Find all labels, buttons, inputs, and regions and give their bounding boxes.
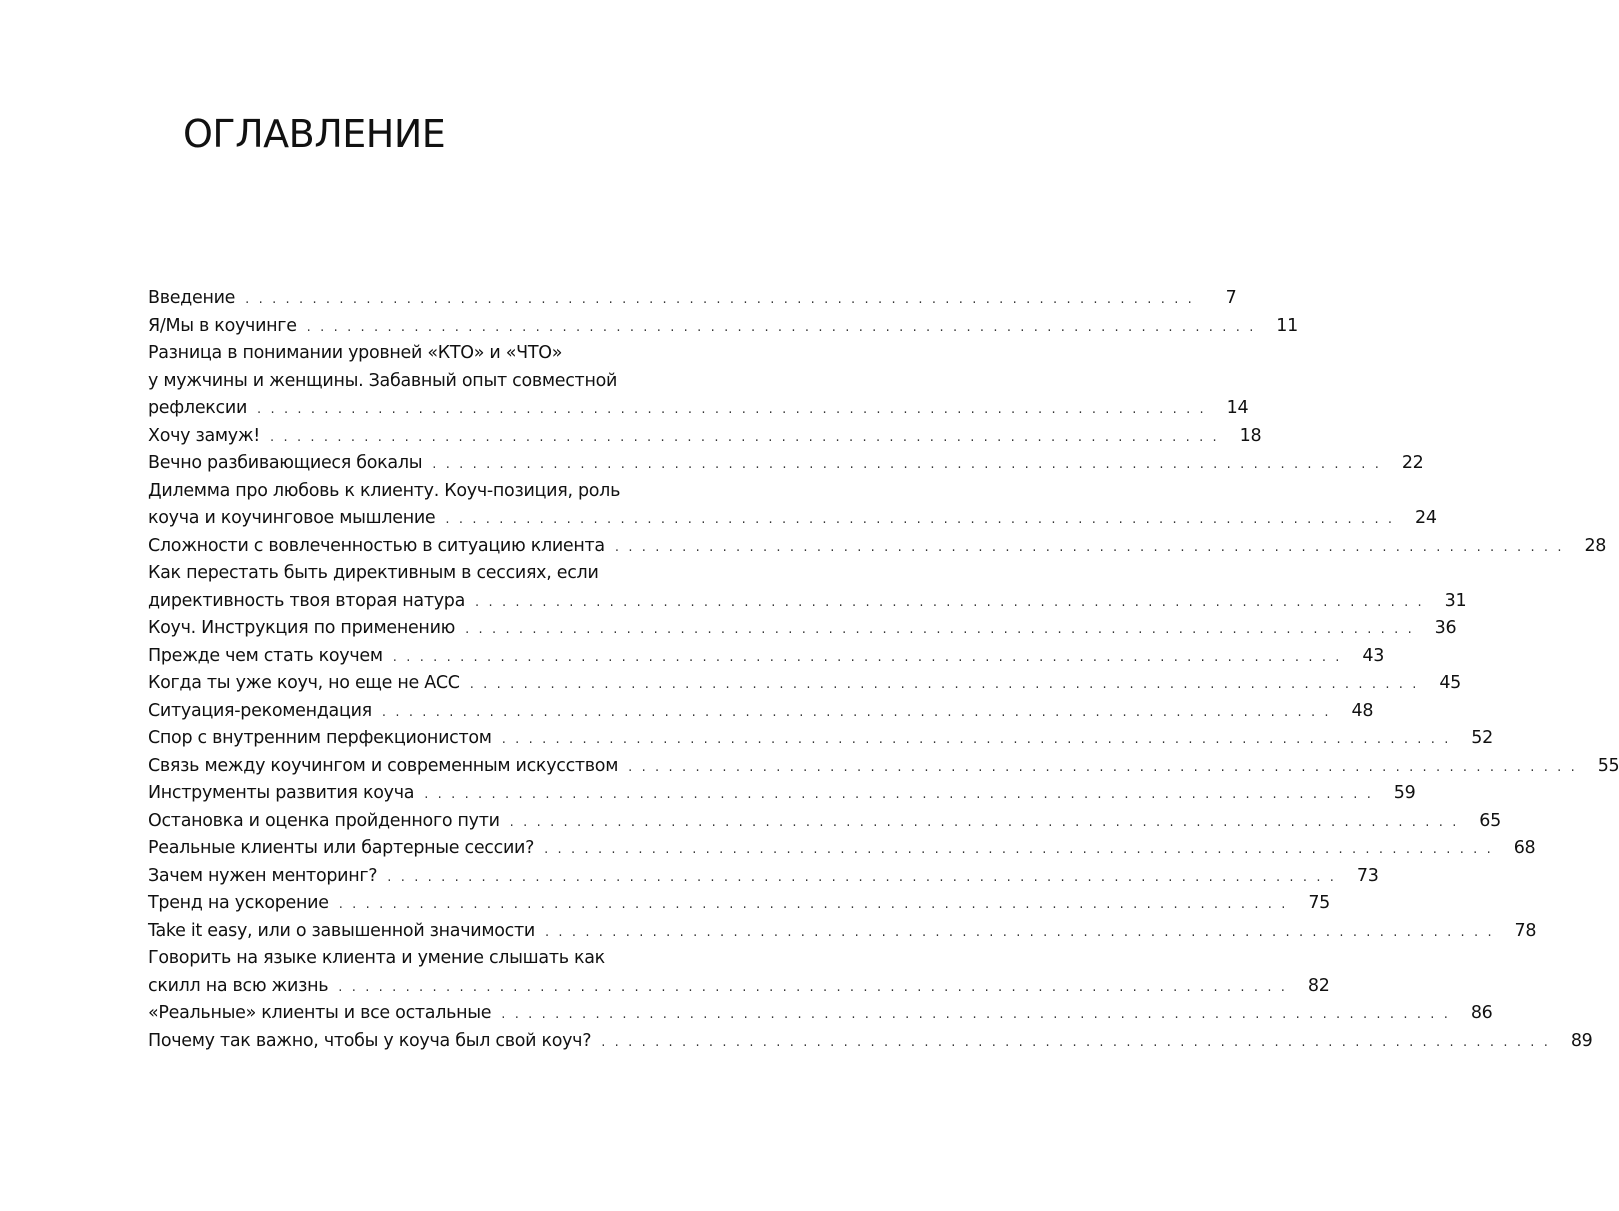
toc-page-number: 59: [1393, 783, 1416, 803]
toc-entry-title-line: Как перестать быть директивным в сессиях, если: [148, 563, 599, 583]
toc-entry-title: Прежде чем стать коучем: [148, 645, 383, 666]
toc-entry: [148, 478, 1437, 533]
toc-page-number: 18: [1239, 425, 1262, 446]
toc-entry-title: Хочу замуж!: [148, 425, 261, 446]
toc-entry-row: [148, 698, 1374, 726]
dot-leader: . . . . . . . . . . . . . . . . . . . . . . . . . . . . . . . . . . . . . . . . . . . . . . . . . . . . . . . . . . . . . . . . . . . . . . .: [270, 429, 1220, 445]
toc-entry-row: [148, 285, 1237, 313]
toc-entry-row: [148, 753, 1619, 781]
toc-entry: [148, 835, 1536, 863]
dot-leader: . . . . . . . . . . . . . . . . . . . . . . . . . . . . . . . . . . . . . . . . . . . . . . . . . . . . . . . . . . . . . . . . . . . . . . .: [306, 319, 1256, 335]
toc-entry-title-line: у мужчины и женщины. Забавный опыт совместной: [148, 370, 618, 391]
dot-leader: . . . . . . . . . . . . . . . . . . . . . . . . . . . . . . . . . . . . . . . . . . . . . . . . . . . . . . . . . . . . . . . . . . . . . . .: [387, 869, 1337, 885]
toc-entry-title-line: Говорить на языке клиента и умение слышать как: [148, 948, 605, 968]
toc-page-number: 55: [1597, 755, 1619, 776]
toc-entry-row: [148, 808, 1501, 836]
toc-entry-title: Связь между коучингом и современным искусством: [148, 755, 619, 776]
dot-leader: . . . . . . . . . . . . . . . . . . . . . . . . . . . . . . . . . . . . . . . . . . . . . . . . . . . . . . . . . . . . . . . . . . . . . . .: [614, 539, 1565, 555]
toc-entry-row: [148, 643, 1385, 671]
toc-entry: [148, 533, 1607, 561]
toc-entry: [148, 918, 1537, 946]
toc-entry-row: [148, 863, 1379, 891]
toc-page-number: 7: [1225, 288, 1237, 308]
toc-page-number: 48: [1351, 700, 1374, 721]
table-of-contents: [148, 285, 1619, 1055]
toc-entry-title: директивность твоя вторая натура: [148, 590, 466, 611]
toc-entry-title: Вечно разбивающиеся бокалы: [148, 453, 423, 473]
dot-leader: . . . . . . . . . . . . . . . . . . . . . . . . . . . . . . . . . . . . . . . . . . . . . . . . . . . . . . . . . . . . . . . . . . . . . . .: [432, 457, 1382, 472]
dot-leader: . . . . . . . . . . . . . . . . . . . . . . . . . . . . . . . . . . . . . . . . . . . . . . . . . . . . . . . . . . . . . . . . . . . . . . .: [392, 649, 1343, 665]
toc-page-number: 52: [1471, 728, 1493, 748]
toc-page-number: 45: [1439, 673, 1461, 693]
dot-leader: . . . . . . . . . . . . . . . . . . . . . . . . . . . . . . . . . . . . . . . . . . . . . . . . . . . . . . . . . . . . . . . . . . . . . . .: [245, 292, 1195, 307]
toc-page-number: 65: [1479, 810, 1501, 831]
toc-entry: [148, 423, 1262, 451]
dot-leader: . . . . . . . . . . . . . . . . . . . . . . . . . . . . . . . . . . . . . . . . . . . . . . . . . . . . . . . . . . . . . . . . . . . . . . .: [257, 402, 1207, 417]
toc-entry-title: скилл на всю жизнь: [148, 975, 329, 996]
toc-entry-title: Коуч. Инструкция по применению: [148, 618, 456, 638]
toc-entry-title: Введение: [148, 288, 236, 308]
toc-entry: [148, 1028, 1593, 1056]
toc-entry-row: [148, 615, 1457, 643]
toc-entry: [148, 670, 1461, 698]
toc-page-number: 36: [1434, 618, 1457, 638]
toc-entry: [148, 615, 1457, 643]
toc-entry-row: [148, 725, 1493, 753]
toc-entry: [148, 340, 1249, 423]
dot-leader: . . . . . . . . . . . . . . . . . . . . . . . . . . . . . . . . . . . . . . . . . . . . . . . . . . . . . . . . . . . . . . . . . . . . . . .: [544, 924, 1495, 940]
toc-entry-row: [148, 395, 1249, 423]
toc-entry-row: [148, 313, 1298, 341]
toc-entry: [148, 313, 1298, 341]
toc-entry-row: [148, 1028, 1593, 1056]
toc-entry-row: [148, 780, 1416, 808]
toc-entry-title: Тренд на ускорение: [148, 893, 329, 913]
toc-entry: [148, 753, 1619, 781]
toc-entry-title: Зачем нужен менторинг?: [148, 865, 378, 886]
toc-entry: [148, 945, 1330, 1000]
dot-leader: . . . . . . . . . . . . . . . . . . . . . . . . . . . . . . . . . . . . . . . . . . . . . . . . . . . . . . . . . . . . . . . . . . . . . . .: [424, 787, 1374, 802]
toc-page-number: 11: [1276, 315, 1298, 336]
dot-leader: . . . . . . . . . . . . . . . . . . . . . . . . . . . . . . . . . . . . . . . . . . . . . . . . . . . . . . . . . . . . . . . . . . . . . . .: [445, 512, 1395, 527]
dot-leader: . . . . . . . . . . . . . . . . . . . . . . . . . . . . . . . . . . . . . . . . . . . . . . . . . . . . . . . . . . . . . . . . . . . . . . .: [475, 594, 1425, 610]
dot-leader: . . . . . . . . . . . . . . . . . . . . . . . . . . . . . . . . . . . . . . . . . . . . . . . . . . . . . . . . . . . . . . . . . . . . . . .: [501, 1007, 1451, 1022]
toc-entry-title: коуча и коучинговое мышление: [148, 508, 436, 528]
toc-page-number: 78: [1514, 920, 1537, 941]
toc-entry-row: [148, 835, 1536, 863]
toc-entry-title: Я/Мы в коучинге: [148, 315, 297, 336]
dot-leader: . . . . . . . . . . . . . . . . . . . . . . . . . . . . . . . . . . . . . . . . . . . . . . . . . . . . . . . . . . . . . . . . . . . . . . .: [469, 677, 1419, 692]
toc-entry-title: «Реальные» клиенты и все остальные: [148, 1003, 492, 1023]
toc-entry-row: [148, 973, 1330, 1001]
toc-page-number: 43: [1362, 645, 1385, 666]
dot-leader: . . . . . . . . . . . . . . . . . . . . . . . . . . . . . . . . . . . . . . . . . . . . . . . . . . . . . . . . . . . . . . . . . . . . . . .: [338, 979, 1288, 995]
dot-leader: . . . . . . . . . . . . . . . . . . . . . . . . . . . . . . . . . . . . . . . . . . . . . . . . . . . . . . . . . . . . . . . . . . . . . . .: [544, 842, 1494, 857]
toc-entry-title: Инструменты развития коуча: [148, 783, 415, 803]
toc-entry-row: [148, 505, 1437, 533]
toc-page-number: 14: [1226, 398, 1249, 418]
toc-page-number: 75: [1308, 893, 1330, 913]
toc-entry-title: Take it easy, или о завышенной значимости: [148, 920, 535, 941]
toc-entry-title: Почему так важно, чтобы у коуча был свой коуч?: [148, 1030, 592, 1051]
toc-entry: [148, 285, 1237, 313]
toc-entry: [148, 1000, 1493, 1028]
toc-page-number: 82: [1307, 975, 1330, 996]
toc-entry: [148, 698, 1374, 726]
toc-entry: [148, 808, 1501, 836]
toc-page-number: 28: [1584, 535, 1607, 556]
toc-entry-title: Ситуация-рекомендация: [148, 700, 372, 721]
toc-entry: [148, 560, 1467, 615]
toc-entry: [148, 780, 1416, 808]
toc-page-number: 31: [1444, 590, 1467, 611]
toc-page-number: 89: [1570, 1030, 1593, 1051]
toc-page-number: 86: [1470, 1003, 1493, 1023]
toc-entry: [148, 725, 1493, 753]
dot-leader: . . . . . . . . . . . . . . . . . . . . . . . . . . . . . . . . . . . . . . . . . . . . . . . . . . . . . . . . . . . . . . . . . . . . . . .: [509, 814, 1459, 830]
toc-page-number: 73: [1356, 865, 1379, 886]
toc-entry-title: Реальные клиенты или бартерные сессии?: [148, 838, 535, 858]
toc-entry: [148, 450, 1424, 478]
toc-entry-title-line: Дилемма про любовь к клиенту. Коуч-позиция, роль: [148, 480, 621, 501]
toc-page-number: 68: [1513, 838, 1536, 858]
toc-entry-title-line: Разница в понимании уровней «КТО» и «ЧТО»: [148, 343, 563, 363]
toc-entry-row: [148, 1000, 1493, 1028]
toc-entry-row: [148, 450, 1424, 478]
toc-entry-row: [148, 918, 1537, 946]
dot-leader: . . . . . . . . . . . . . . . . . . . . . . . . . . . . . . . . . . . . . . . . . . . . . . . . . . . . . . . . . . . . . . . . . . . . . . .: [465, 622, 1415, 637]
toc-entry: [148, 890, 1330, 918]
toc-entry-row: [148, 670, 1461, 698]
toc-entry-title: Спор с внутренним перфекционистом: [148, 728, 492, 748]
toc-entry-title: Остановка и оценка пройденного пути: [148, 810, 500, 831]
dot-leader: . . . . . . . . . . . . . . . . . . . . . . . . . . . . . . . . . . . . . . . . . . . . . . . . . . . . . . . . . . . . . . . . . . . . . . .: [501, 732, 1451, 747]
toc-entry: [148, 643, 1385, 671]
toc-entry-row: [148, 533, 1607, 561]
dot-leader: . . . . . . . . . . . . . . . . . . . . . . . . . . . . . . . . . . . . . . . . . . . . . . . . . . . . . . . . . . . . . . . . . . . . . . .: [338, 897, 1288, 912]
dot-leader: . . . . . . . . . . . . . . . . . . . . . . . . . . . . . . . . . . . . . . . . . . . . . . . . . . . . . . . . . . . . . . . . . . . . . . .: [381, 704, 1332, 720]
page-title: ОГЛАВЛЕНИЕ: [183, 112, 446, 156]
toc-entry-title: Сложности с вовлеченностью в ситуацию клиента: [148, 535, 605, 556]
toc-entry: [148, 863, 1379, 891]
toc-entry-row: [148, 588, 1467, 616]
toc-page-number: 24: [1415, 508, 1437, 528]
dot-leader: . . . . . . . . . . . . . . . . . . . . . . . . . . . . . . . . . . . . . . . . . . . . . . . . . . . . . . . . . . . . . . . . . . . . . . .: [628, 759, 1578, 775]
toc-entry-row: [148, 890, 1330, 918]
toc-page-number: 22: [1401, 453, 1424, 473]
toc-entry-title: рефлексии: [148, 398, 248, 418]
toc-entry-row: [148, 423, 1262, 451]
dot-leader: . . . . . . . . . . . . . . . . . . . . . . . . . . . . . . . . . . . . . . . . . . . . . . . . . . . . . . . . . . . . . . . . . . . . . . .: [601, 1034, 1551, 1050]
toc-entry-title: Когда ты уже коуч, но еще не АСС: [148, 673, 460, 693]
